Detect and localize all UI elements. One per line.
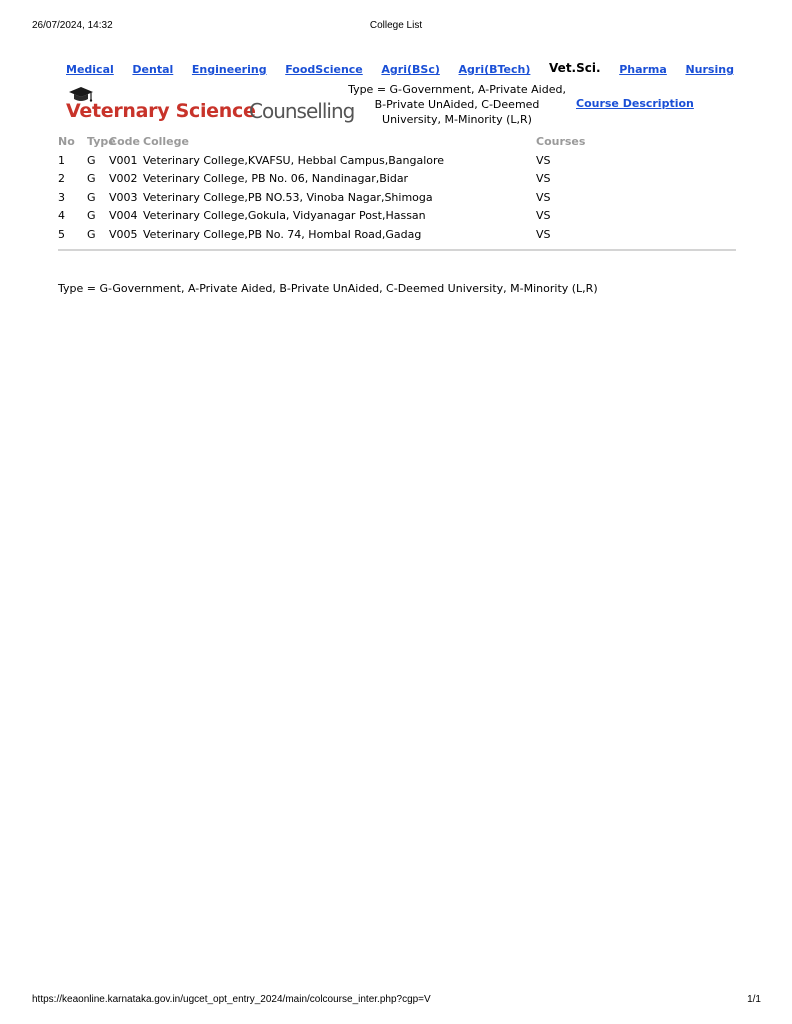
- cell-college: Veterinary College,PB NO.53, Vinoba Nagar,Shimoga: [143, 190, 433, 204]
- cell-college: Veterinary College,KVAFSU, Hebbal Campus,Bangalore: [143, 153, 445, 167]
- cell-courses: VS: [536, 190, 551, 204]
- cell-courses: VS: [536, 209, 551, 222]
- cell-code: V003: [109, 190, 138, 204]
- nav-nursing-link[interactable]: Nursing: [685, 63, 734, 76]
- cell-type: G: [87, 190, 96, 204]
- nav-pharma-link[interactable]: Pharma: [619, 63, 667, 76]
- cell-college: Veterinary College,Gokula, Vidyanagar Post,Hassan: [143, 209, 426, 222]
- type-legend-footer: Type = G-Government, A-Private Aided, B-Private UnAided, C-Deemed University, M-Minority (L,R): [58, 282, 598, 295]
- course-description-link[interactable]: Course Description: [576, 97, 694, 110]
- type-legend-note: Type = G-Government, A-Private Aided, B-Private UnAided, C-Deemed University, M-Minority (L,R): [348, 83, 566, 126]
- cell-type: G: [87, 172, 96, 185]
- cell-code: V004: [109, 209, 138, 222]
- cell-code: V002: [109, 172, 138, 185]
- header-college: College: [143, 135, 189, 148]
- table-divider: [58, 249, 736, 251]
- nav-agri-btech-link[interactable]: Agri(BTech): [458, 63, 531, 76]
- table-row: [58, 172, 736, 191]
- logo-word-counselling: Counselling: [249, 99, 355, 123]
- cell-courses: VS: [536, 153, 551, 167]
- nav-engineering-link[interactable]: Engineering: [191, 63, 267, 76]
- cell-college: Veterinary College,PB No. 74, Hombal Road,Gadag: [143, 227, 422, 241]
- nav-foodscience-link[interactable]: FoodScience: [285, 63, 363, 76]
- cell-courses: VS: [536, 227, 551, 241]
- cell-type: G: [87, 209, 96, 222]
- nav-medical-link[interactable]: Medical: [66, 63, 114, 76]
- print-datetime: 26/07/2024, 14:32: [32, 20, 113, 31]
- table-row: [58, 228, 736, 247]
- table-row: [58, 154, 736, 173]
- table-row: [58, 209, 736, 228]
- logo-word-veternary-science: Veternary Science: [66, 100, 256, 122]
- cell-type: G: [87, 153, 96, 167]
- header-code: Code: [109, 135, 140, 148]
- header-no: No: [58, 135, 75, 148]
- header-courses: Courses: [536, 135, 586, 148]
- cell-code: V001: [109, 153, 138, 167]
- cell-no: 4: [58, 209, 65, 222]
- print-page-number: 1/1: [747, 994, 761, 1005]
- header-type: Type: [87, 135, 116, 148]
- cell-no: 1: [58, 153, 65, 167]
- cell-courses: VS: [536, 172, 551, 185]
- table-row: [58, 191, 736, 210]
- print-url: https://keaonline.karnataka.gov.in/ugcet_opt_entry_2024/main/colcourse_inter.php?cgp=V: [32, 994, 431, 1005]
- nav-dental-link[interactable]: Dental: [132, 63, 174, 76]
- cell-no: 3: [58, 190, 65, 204]
- cell-no: 5: [58, 227, 65, 241]
- table-header-row: [58, 135, 736, 154]
- veterinary-science-counselling-logo: [66, 86, 355, 128]
- nav-current-vetsci: Vet.Sci.: [549, 60, 601, 75]
- cell-type: G: [87, 227, 96, 241]
- nav-agri-bsc-link[interactable]: Agri(BSc): [381, 63, 440, 76]
- cell-no: 2: [58, 172, 65, 185]
- course-nav: [60, 58, 740, 77]
- cell-college: Veterinary College, PB No. 06, Nandinagar,Bidar: [143, 172, 409, 185]
- cell-code: V005: [109, 227, 138, 241]
- college-table: [58, 135, 736, 246]
- print-title: College List: [369, 20, 423, 31]
